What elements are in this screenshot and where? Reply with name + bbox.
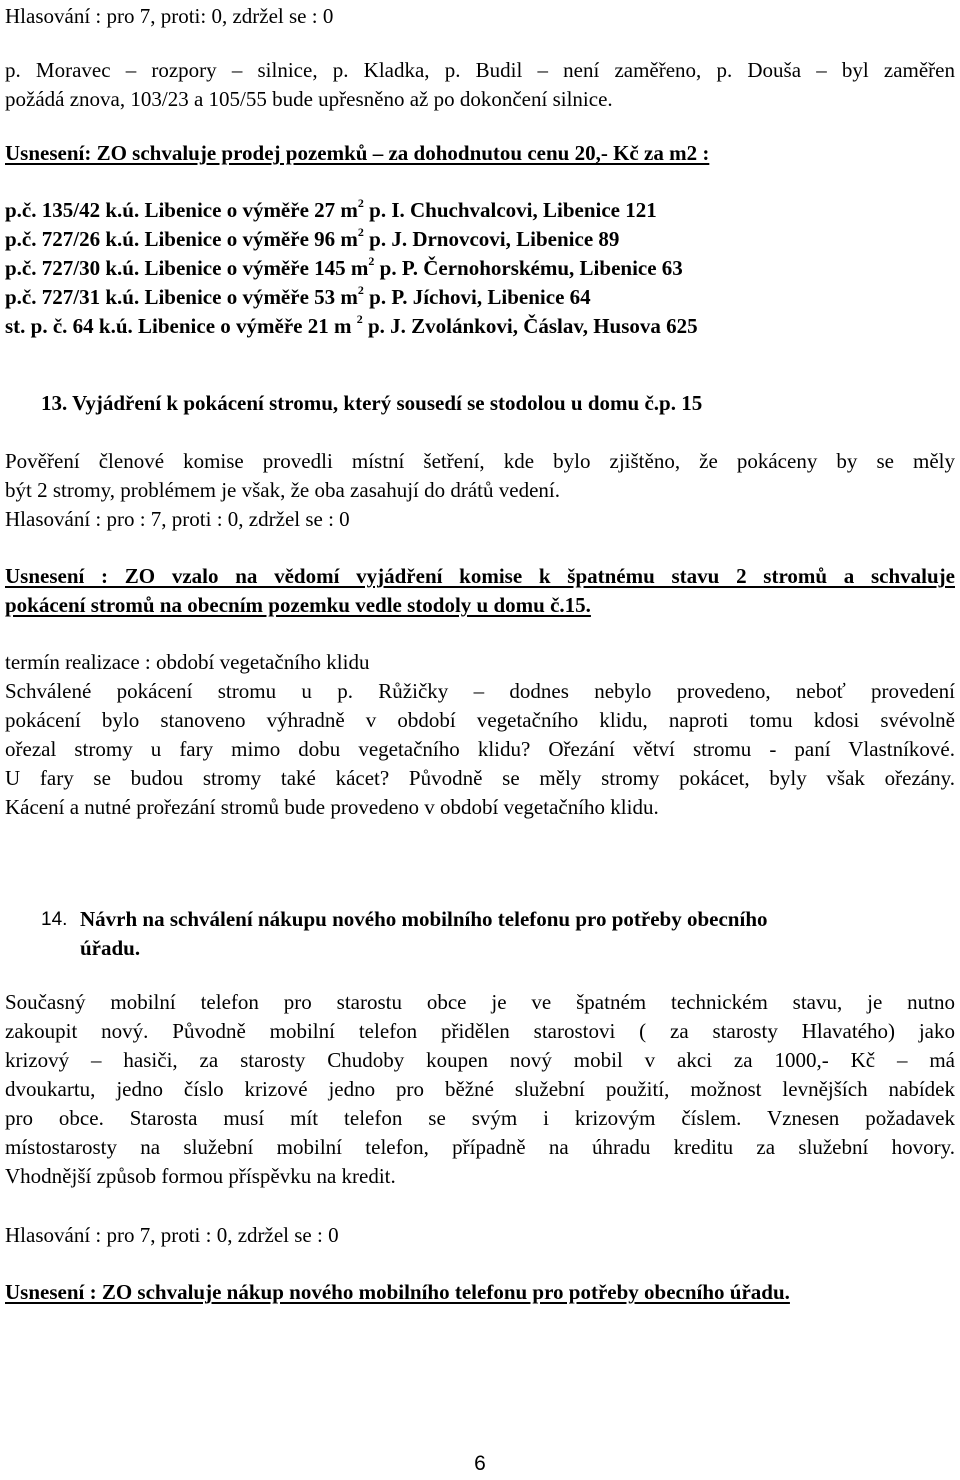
- section-13-body-1: Pověření členové komise provedli místní šetření, kde bylo zjištěno, že pokáceny by se měly: [5, 449, 955, 473]
- page-number: 6: [474, 1452, 486, 1475]
- section-14-number: 14.: [41, 909, 68, 930]
- section-14-body-6: místostarosty na služební mobilní telefon, případně na úhradu kreditu za služební hovory.: [5, 1135, 955, 1159]
- parcel-line: p.č. 727/31 k.ú. Libenice o výměře 53 $m^2$ p. P. Jíchovi, Libenice 64: [5, 283, 591, 309]
- section-13-note-4: U fary se budou stromy také kácet? Původně se měly stromy pokácet, byly však ořezány.: [5, 766, 955, 790]
- section-13-note-3: ořezal stromy u fary mimo dobu vegetačního klidu? Ořezání větví stromu - paní Vlastníkové.: [5, 737, 955, 761]
- parcel-line: p.č. 727/30 k.ú. Libenice o výměře 145 $m^2$ p. P. Černohorskému, Libenice 63: [5, 254, 683, 280]
- section-13-heading: 13. Vyjádření k pokácení stromu, který sousedí se stodolou u domu č.p. 15: [41, 391, 703, 415]
- discussion-line-1: p. Moravec – rozpory – silnice, p. Kladka, p. Budil – není zaměřeno, p. Douša – byl zaměřen: [5, 58, 955, 82]
- section-13-vote: Hlasování : pro : 7, proti : 0, zdržel se : 0: [5, 507, 350, 531]
- section-14-body-7: Vhodnější způsob formou příspěvku na kredit.: [5, 1164, 396, 1188]
- parcel-line: st. p. č. 64 k.ú. Libenice o výměře 21 m $^2$ p. J. Zvolánkovi, Čáslav, Husova 625: [5, 312, 698, 338]
- parcel-line: p.č. 135/42 k.ú. Libenice o výměře 27 $m^2$ p. I. Chuchvalcovi, Libenice 121: [5, 196, 657, 222]
- section-14-heading-2: úřadu.: [80, 936, 141, 960]
- section-14-resolution: Usnesení : ZO schvaluje nákup nového mobilního telefonu pro potřeby obecního úřadu.: [5, 1280, 790, 1304]
- discussion-line-2: požádá znova, 103/23 a 105/55 bude upřesněno až po dokončení silnice.: [5, 87, 613, 111]
- section-14-body-2: zakoupit nový. Původně mobilní telefon přidělen starostovi ( za starosty Hlavatého) jako: [5, 1019, 955, 1043]
- vote-result-top: Hlasování : pro 7, proti: 0, zdržel se : 0: [5, 4, 334, 28]
- resolution-sale: Usnesení: ZO schvaluje prodej pozemků – za dohodnutou cenu 20,- Kč za m2 :: [5, 141, 710, 165]
- section-14-heading-1: Návrh na schválení nákupu nového mobilního telefonu pro potřeby obecního: [80, 907, 768, 931]
- section-14-body-5: pro obce. Starosta musí mít telefon se svým i krizovým číslem. Vznesen požadavek: [5, 1106, 955, 1130]
- parcel-line: p.č. 727/26 k.ú. Libenice o výměře 96 $m^2$ p. J. Drnovcovi, Libenice 89: [5, 225, 620, 251]
- section-13-note-1: Schválené pokácení stromu u p. Růžičky – dodnes nebylo provedeno, neboť provedení: [5, 679, 955, 703]
- section-13-term: termín realizace : období vegetačního klidu: [5, 650, 370, 674]
- section-13-resolution-1: Usnesení : ZO vzalo na vědomí vyjádření komise k špatnému stavu 2 stromů a schvaluje: [5, 564, 955, 588]
- section-13-resolution-2: pokácení stromů na obecním pozemku vedle stodoly u domu č.15.: [5, 593, 591, 617]
- section-13-body-2: být 2 stromy, problémem je však, že oba zasahují do drátů vedení.: [5, 478, 560, 502]
- section-13-note-2: pokácení bylo stanoveno výhradně v období vegetačního klidu, naproti tomu kdosi svévolně: [5, 708, 955, 732]
- section-14-body-1: Současný mobilní telefon pro starostu obce je ve špatném technickém stavu, je nutno: [5, 990, 955, 1014]
- section-14-body-4: dvoukartu, jedno číslo krizové jedno pro běžné služební použití, možnost levnějších nabídek: [5, 1077, 955, 1101]
- section-14-vote: Hlasování : pro 7, proti : 0, zdržel se : 0: [5, 1223, 339, 1247]
- section-14-body-3: krizový – hasiči, za starosty Chudoby koupen nový mobil v akci za 1000,- Kč – má: [5, 1048, 955, 1072]
- section-13-note-5: Kácení a nutné prořezání stromů bude provedeno v období vegetačního klidu.: [5, 795, 659, 819]
